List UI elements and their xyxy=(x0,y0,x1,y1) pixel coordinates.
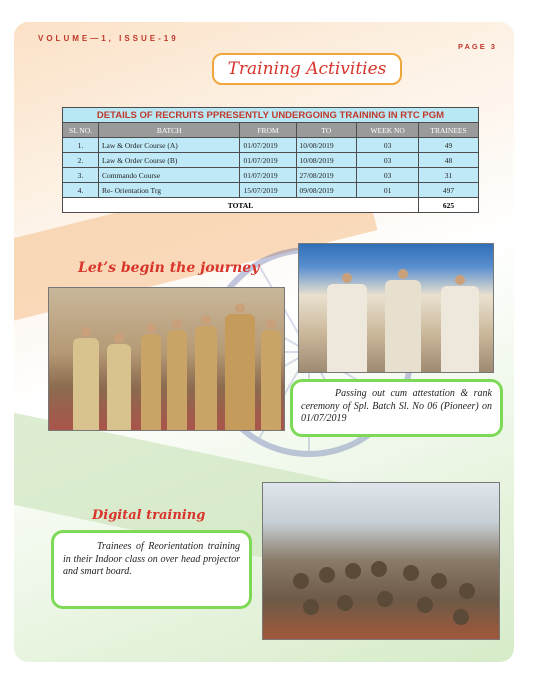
cell-batch: Law & Order Course (A) xyxy=(98,138,240,153)
cell-sl-no: 1. xyxy=(63,138,99,153)
column-header-to: TO xyxy=(296,123,357,138)
cell-sl-no: 2. xyxy=(63,153,99,168)
table-row xyxy=(63,138,479,153)
column-header-trainees: TRAINEES xyxy=(419,123,479,138)
ceremony-caption-box xyxy=(290,379,503,437)
classroom-caption: Trainees of Reorientation training in their Indoor class on over head projector and smart board. xyxy=(63,541,240,577)
cell-from: 01/07/2019 xyxy=(240,138,296,153)
cell-to: 10/08/2019 xyxy=(296,138,357,153)
table-caption: DETAILS OF RECRUITS PPRESENTLY UNDERGOING TRAINING IN RTC PGM xyxy=(63,108,479,123)
cell-to: 09/08/2019 xyxy=(296,183,357,198)
table-caption-row xyxy=(63,108,479,123)
table-row xyxy=(63,183,479,198)
page-title-text: Training Activities xyxy=(227,59,387,79)
page-title xyxy=(212,53,402,85)
cell-to: 10/08/2019 xyxy=(296,153,357,168)
cell-week-no: 01 xyxy=(357,183,419,198)
column-header-week-no: WEEK NO xyxy=(357,123,419,138)
cell-trainees: 48 xyxy=(419,153,479,168)
cell-sl-no: 4. xyxy=(63,183,99,198)
cell-batch: Re- Orientation Trg xyxy=(98,183,240,198)
section-heading-digital: Digital training xyxy=(92,508,206,523)
column-header-from: FROM xyxy=(240,123,296,138)
cell-batch: Commando Course xyxy=(98,168,240,183)
cell-week-no: 03 xyxy=(357,138,419,153)
cell-from: 15/07/2019 xyxy=(240,183,296,198)
ceremony-caption: Passing out cum attestation & rank ceremony of Spl. Batch Sl. No 06 (Pioneer) on 01/07/2019 xyxy=(301,388,492,424)
table-header-row xyxy=(63,123,479,138)
table-row xyxy=(63,153,479,168)
column-header-sl-no: SL NO. xyxy=(63,123,99,138)
indoor-classroom-photo xyxy=(262,482,500,640)
table-total-row xyxy=(63,198,479,213)
recruits-table xyxy=(62,107,479,213)
cell-week-no: 03 xyxy=(357,168,419,183)
cell-to: 27/08/2019 xyxy=(296,168,357,183)
cell-trainees: 49 xyxy=(419,138,479,153)
parade-photo xyxy=(48,287,285,431)
column-header-batch: BATCH xyxy=(98,123,240,138)
cell-week-no: 03 xyxy=(357,153,419,168)
cell-from: 01/07/2019 xyxy=(240,153,296,168)
cell-trainees: 497 xyxy=(419,183,479,198)
cell-from: 01/07/2019 xyxy=(240,168,296,183)
total-value: 625 xyxy=(419,198,479,213)
cell-batch: Law & Order Course (B) xyxy=(98,153,240,168)
cell-sl-no: 3. xyxy=(63,168,99,183)
cell-trainees: 31 xyxy=(419,168,479,183)
attestation-ceremony-photo xyxy=(298,243,494,373)
section-heading-journey: Let’s begin the journey xyxy=(78,260,260,276)
classroom-caption-box xyxy=(51,530,252,609)
volume-issue-header: VOLUME—1, ISSUE-19 xyxy=(38,34,179,43)
page-number: PAGE 3 xyxy=(458,42,497,51)
table-row xyxy=(63,168,479,183)
total-label: TOTAL xyxy=(63,198,419,213)
